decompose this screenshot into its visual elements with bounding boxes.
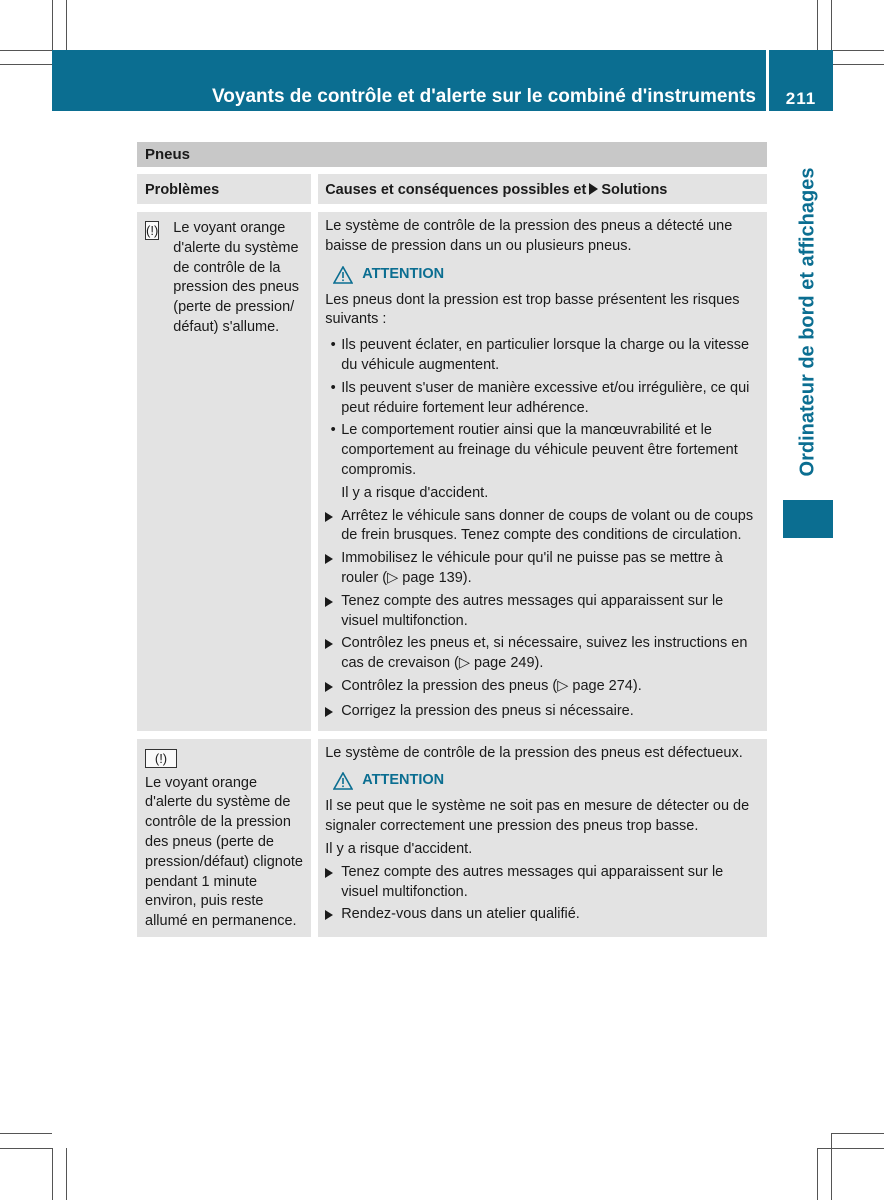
crop-mark xyxy=(833,50,884,51)
problem-text: Le voyant orange d'alerte du système de contrôle de la pression des pneus (perte de pression/défaut) clignote pendant 1 minute environ, puis reste allumé en permanence. xyxy=(145,774,303,930)
warning-text: Il se peut que le système ne soit pas en mesure de détecter ou de signaler correctement une pression des pneus trop basse. xyxy=(325,798,750,835)
col-header-problems: Problèmes xyxy=(137,174,311,204)
action-arrow-icon xyxy=(325,512,333,522)
crop-mark xyxy=(0,50,52,51)
list-item xyxy=(325,421,761,480)
crop-mark xyxy=(52,1148,53,1200)
action-item xyxy=(325,677,761,699)
action-arrow-icon xyxy=(325,707,333,717)
action-arrow-icon xyxy=(325,554,333,564)
action-text: Tenez compte des autres messages qui apparaissent sur le visuel multifonction. xyxy=(341,863,724,900)
crop-mark xyxy=(818,1148,884,1149)
crop-mark xyxy=(66,1148,67,1200)
bullet-icon: • xyxy=(330,422,336,439)
action-text: Tenez compte des autres messages qui apparaissent sur le visuel multifonction. xyxy=(341,592,724,629)
table-title: Pneus xyxy=(137,142,767,167)
action-item xyxy=(325,549,761,589)
bullet-icon: • xyxy=(330,337,336,354)
action-item xyxy=(325,634,761,674)
intro-text: Le système de contrôle de la pression des pneus a détecté une baisse de pression dans un ou plusieurs pneus. xyxy=(325,218,733,254)
crop-mark xyxy=(0,1148,52,1149)
bullet-text: Ils peuvent éclater, en particulier lorsque la charge ou la vitesse du véhicule augmentent. xyxy=(341,337,750,373)
action-item xyxy=(325,592,761,632)
crop-mark xyxy=(831,1133,884,1134)
crop-mark xyxy=(52,0,53,50)
action-text: Arrêtez le véhicule sans donner de coups de volant ou de coups de frein brusques. Tenez compte des conditions de circulation. xyxy=(341,507,754,544)
table-row xyxy=(137,212,767,731)
tire-pressure-warning-icon: (!) xyxy=(145,749,177,768)
action-arrow-icon xyxy=(325,910,333,920)
problem-cell xyxy=(137,212,311,731)
attention-label: ATTENTION xyxy=(362,265,445,282)
risk-text: Il y a risque d'accident. xyxy=(325,840,473,857)
crop-mark xyxy=(831,0,832,50)
attention-heading xyxy=(333,265,761,285)
attention-label: ATTENTION xyxy=(362,772,445,789)
warning-text: Les pneus dont la pression est trop basse présentent les risques suivants : xyxy=(325,291,740,328)
solution-cell xyxy=(318,739,767,937)
crop-mark xyxy=(833,64,884,65)
problem-cell xyxy=(137,739,311,937)
crop-mark xyxy=(66,0,67,50)
action-arrow-icon xyxy=(325,639,333,649)
crop-mark xyxy=(0,64,52,65)
bullet-text: Ils peuvent s'user de manière excessive et/ou irrégulière, ce qui peut réduire fortement leur adhérence. xyxy=(341,379,750,416)
action-item xyxy=(325,905,761,927)
list-item xyxy=(325,379,761,419)
col-header-causes xyxy=(318,174,767,204)
table-row xyxy=(137,739,767,937)
action-text: Contrôlez les pneus et, si nécessaire, suivez les instructions en cas de crevaison (▷ page 249). xyxy=(341,635,748,672)
table-header-row xyxy=(137,174,767,204)
tire-pressure-warning-icon: (!) xyxy=(146,223,159,238)
action-text: Rendez-vous dans un atelier qualifié. xyxy=(341,906,580,923)
page-title: Voyants de contrôle et d'alerte sur le combiné d'instruments xyxy=(212,86,756,107)
page-number: 211 xyxy=(785,89,817,108)
col-header-causes-b: Solutions xyxy=(601,182,668,198)
col-header-causes-a: Causes et conséquences possibles et xyxy=(325,182,587,198)
problem-text: Le voyant orange d'alerte du système de contrôle de la pression des pneus (perte de pression/ défaut) s'allume. xyxy=(173,220,300,335)
action-arrow-icon xyxy=(325,682,333,692)
arrow-right-icon xyxy=(589,183,598,195)
solution-cell xyxy=(318,212,767,731)
crop-mark xyxy=(817,0,818,50)
crop-mark xyxy=(831,1133,832,1200)
side-section-label: Ordinateur de bord et affichages xyxy=(796,167,819,477)
crop-mark xyxy=(0,1133,52,1134)
bullet-icon: • xyxy=(330,379,336,396)
risk-text: Il y a risque d'accident. xyxy=(341,484,489,501)
crop-mark xyxy=(817,1148,818,1200)
action-arrow-icon xyxy=(325,868,333,878)
pneus-table xyxy=(137,142,767,937)
action-item xyxy=(325,702,761,731)
warning-triangle-icon xyxy=(333,266,353,284)
side-thumb-tab xyxy=(783,500,833,538)
action-arrow-icon xyxy=(325,597,333,607)
action-text: Immobilisez le véhicule pour qu'il ne puisse pas se mettre à rouler (▷ page 139). xyxy=(341,550,723,586)
bullet-text: Le comportement routier ainsi que la manœuvrabilité et le comportement au freinage du véhicule peuvent être fortement compromis. xyxy=(341,422,738,478)
action-item xyxy=(325,863,761,903)
action-item xyxy=(325,507,761,547)
action-text: Contrôlez la pression des pneus (▷ page 274). xyxy=(341,677,642,694)
attention-heading xyxy=(333,771,761,791)
action-text: Corrigez la pression des pneus si nécessaire. xyxy=(341,702,634,719)
warning-triangle-icon xyxy=(333,772,353,790)
list-item xyxy=(325,336,761,376)
intro-text: Le système de contrôle de la pression des pneus est défectueux. xyxy=(325,744,743,761)
